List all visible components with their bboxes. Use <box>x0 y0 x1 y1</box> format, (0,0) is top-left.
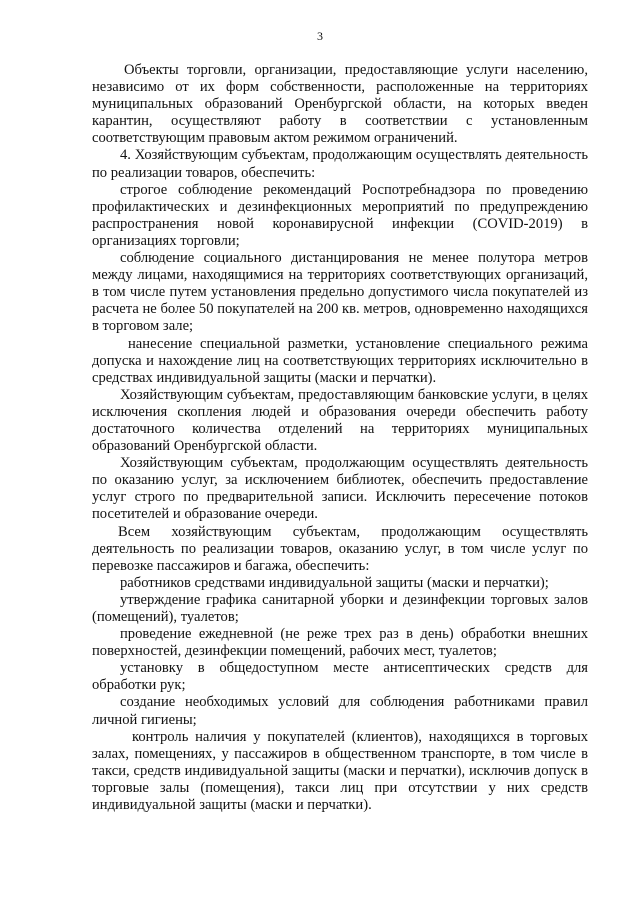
paragraph-banking: Хозяйствующим субъектам, предоставляющим банковские услуги, в целях исключения скопления людей и образования очереди обеспечить работу достаточного количества отделений на территориях муниципальных образований Оренбургской области. <box>92 386 588 455</box>
list-item-antiseptics: установку в общедоступном месте антисептических средств для обработки рук; <box>92 660 588 694</box>
paragraph-all-entities: Всем хозяйствующим субъектам, продолжающим осуществлять деятельность по реализации товаров, оказанию услуг, в том числе услуг по перевозке пассажиров и багажа, обеспечить: <box>92 523 588 574</box>
list-item-daily-disinfection: проведение ежедневной (не реже трех раз в день) обработки внешних поверхностей, дезинфекции помещений, рабочих мест, туалетов; <box>92 626 588 660</box>
list-item-customer-control: контроль наличия у покупателей (клиентов), находящихся в торговых залах, помещениях, у пассажиров в общественном транспорте, в том числе в такси, средств индивидуальной защиты (маски и перчатки), исключив допуск в торговые залы (помещения), такси лиц при отсутствии у них средств индивидуальной защиты (маски и перчатки). <box>92 728 588 814</box>
paragraph-social-distancing: соблюдение социального дистанцирования не менее полутора метров между лицами, находящимися на территориях соответствующих организаций, в том числе путем установления предельно допустимого числа покупателей из расчета не более 50 покупателей на 200 кв. метров, одновременно находящихся в торговом зале; <box>92 250 588 335</box>
document-body <box>92 62 588 814</box>
paragraph-services: Хозяйствующим субъектам, продолжающим осуществлять деятельность по оказанию услуг, за исключением библиотек, обеспечить предоставление услуг строго по предварительной записи. Исключить пересечение потоков посетителей и образование очереди. <box>92 455 588 523</box>
list-item-hygiene: создание необходимых условий для соблюдения работниками правил личной гигиены; <box>92 694 588 728</box>
paragraph-rospotrebnadzor: строгое соблюдение рекомендаций Роспотребнадзора по проведению профилактических и дезинфекционных мероприятий по предупреждению распространения новой коронавирусной инфекции (COVID-2019) в организациях торговли; <box>92 181 588 249</box>
list-item-ppe-workers: работников средствами индивидуальной защиты (маски и перчатки); <box>120 574 549 591</box>
paragraph-quarantine-objects: Объекты торговли, организации, предоставляющие услуги населению, независимо от их форм собственности, расположенные на территориях муниципальных образований Оренбургской области, на которых введен карантин, осуществляют работу в соответствии с установленным соответствующим правовым актом режимом ограничений. <box>92 62 588 147</box>
page-number: 3 <box>317 29 323 43</box>
paragraph-marking: нанесение специальной разметки, установление специального режима допуска и нахождение лиц на соответствующих территориях исключительно в средствах индивидуальной защиты (маски и перчатки). <box>92 335 588 386</box>
list-item-cleaning-schedule: утверждение графика санитарной уборки и дезинфекции торговых залов (помещений), туалетов; <box>92 591 588 625</box>
paragraph-item-4-trade: 4. Хозяйствующим субъектам, продолжающим осуществлять деятельность по реализации товаров, обеспечить: <box>92 147 588 181</box>
